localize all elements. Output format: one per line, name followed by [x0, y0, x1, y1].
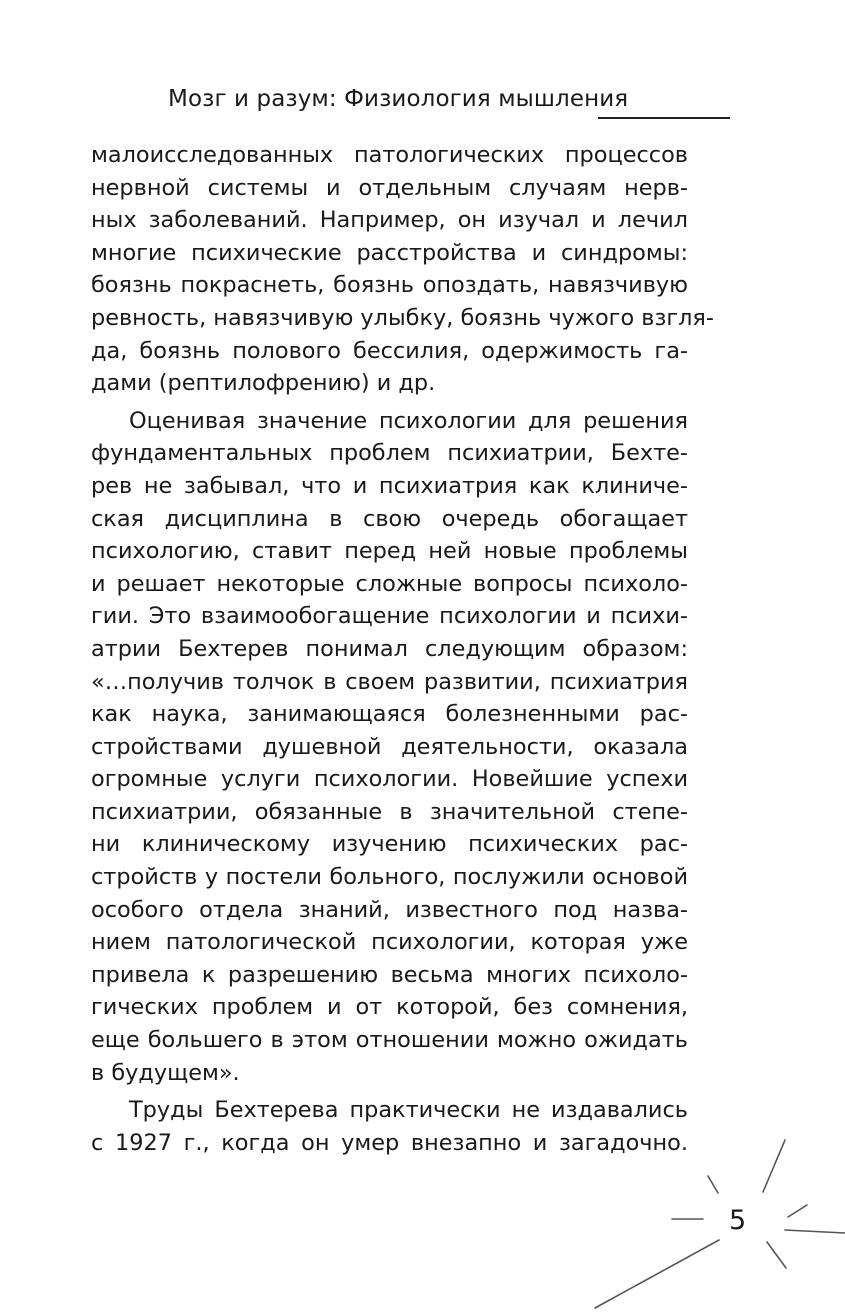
- ray: [785, 1230, 845, 1233]
- paragraph-first-line: Оценивая значение психологии для решения: [129, 407, 688, 434]
- paragraph-end-line: дами (рептилофрению) и др.: [91, 370, 436, 397]
- text-line: и решает некоторые сложные вопросы психоло-: [91, 570, 688, 597]
- text-line: психиатрии, обязанные в значительной степе-: [91, 798, 688, 825]
- page-number: 5: [729, 1205, 747, 1236]
- text-line: стройствами душевной деятельности, оказала: [91, 733, 688, 760]
- text-line: фундаментальных проблем психиатрии, Бехте-: [91, 440, 688, 467]
- text-line: да, боязнь полового бессилия, одержимость га-: [91, 337, 688, 364]
- paragraph-end-line: в будущем».: [91, 1059, 240, 1086]
- text-line: особого отдела знаний, известного под назва-: [91, 896, 688, 923]
- text-line: нервной системы и отдельным случаям нерв-: [91, 174, 688, 201]
- text-line: ская дисциплина в свою очередь обогащает: [91, 505, 688, 532]
- ray: [763, 1140, 785, 1192]
- text-line: ревность, навязчивую улыбку, боязнь чужого взгля-: [91, 304, 714, 331]
- text-line: ных заболеваний. Например, он изучал и лечил: [91, 207, 688, 234]
- text-line: атрии Бехтерев понимал следующим образом:: [91, 635, 688, 662]
- text-line: привела к разрешению весьма многих психоло-: [91, 961, 688, 988]
- running-header-title: Мозг и разум: Физиология мышления: [168, 86, 629, 112]
- ray: [595, 1240, 719, 1308]
- text-line: рев не забывал, что и психиатрия как клиниче-: [91, 472, 688, 499]
- text-line: гии. Это взаимообогащение психологии и психи-: [91, 603, 688, 630]
- text-line: еще большего в этом отношении можно ожидать: [91, 1027, 688, 1054]
- text-line: стройств у постели больного, послужили основой: [91, 864, 688, 891]
- ray: [708, 1176, 718, 1193]
- text-line: нием патологической психологии, которая уже: [91, 929, 688, 956]
- paragraph-first-line: Труды Бехтерева практически не издавались: [129, 1097, 688, 1124]
- text-line: малоисследованных патологических процессов: [91, 142, 688, 168]
- text-line: психологию, ставит перед ней новые проблемы: [91, 538, 688, 565]
- text-line: огромные услуги психологии. Новейшие успехи: [91, 766, 688, 793]
- text-line: как наука, занимающаяся болезненными рас-: [91, 701, 688, 728]
- text-line: «…получив толчок в своем развитии, психиатрия: [91, 668, 688, 695]
- text-line: гических проблем и от которой, без сомнения,: [91, 994, 688, 1021]
- text-line: многие психические расстройства и синдромы:: [91, 239, 688, 266]
- text-line: с 1927 г., когда он умер внезапно и загадочно.: [91, 1129, 688, 1156]
- text-line: боязнь покраснеть, боязнь опоздать, навязчивую: [91, 272, 688, 299]
- ray: [788, 1205, 807, 1217]
- text-line: ни клиническому изучению психических рас-: [91, 831, 688, 858]
- ray: [767, 1242, 786, 1268]
